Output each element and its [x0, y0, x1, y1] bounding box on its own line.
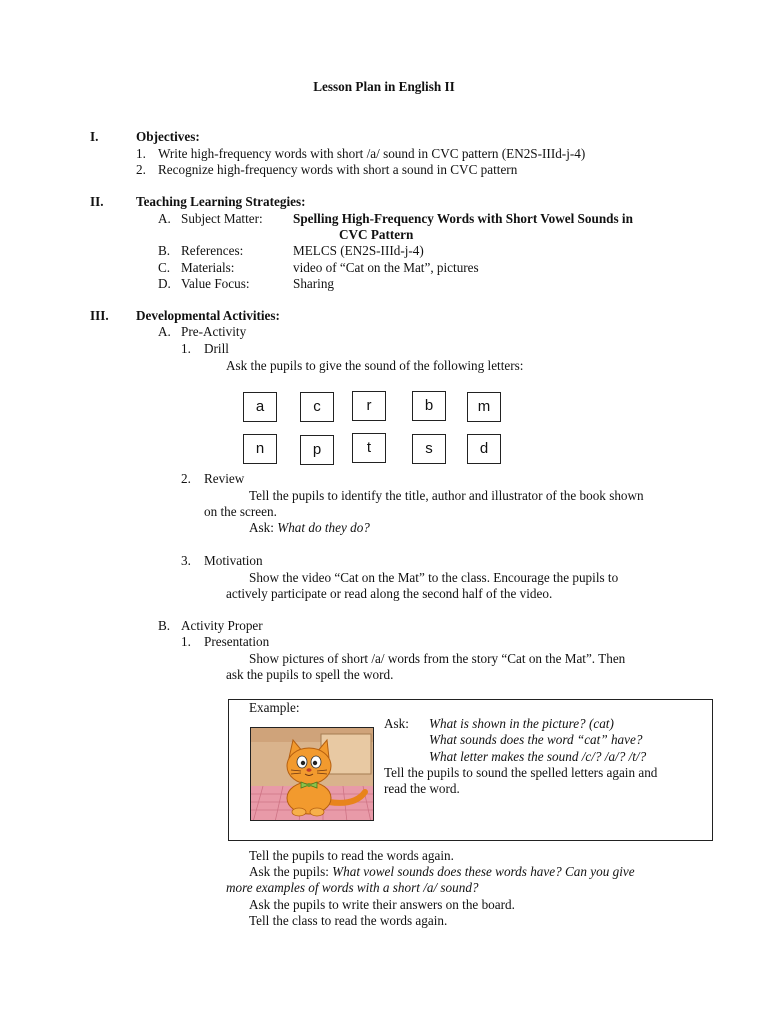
drill-number: 1. [181, 341, 191, 356]
letter-card: m [467, 392, 501, 422]
presentation-label: Presentation [204, 634, 270, 649]
review-ask-question: What do they do? [277, 520, 370, 535]
strategies-heading: Teaching Learning Strategies: [136, 194, 306, 209]
closing-ask-question-cont: more examples of words with a short /a/ sound? [226, 880, 479, 895]
letter-card: n [243, 434, 277, 464]
objective-item: Write high-frequency words with short /a/ sound in CVC pattern (EN2S-IIId-j-4) [158, 146, 586, 161]
letter-card: c [300, 392, 334, 422]
pre-activity-label: Pre-Activity [181, 324, 247, 339]
example-followup: Tell the pupils to sound the spelled letters again and [384, 765, 658, 780]
closing-ask-prefix: Ask the pupils: [249, 864, 329, 879]
review-text: Tell the pupils to identify the title, author and illustrator of the book shown [249, 488, 644, 503]
motivation-text-cont: actively participate or read along the second half of the video. [226, 586, 553, 601]
strategy-letter: A. [158, 211, 171, 226]
activity-proper-label: Activity Proper [181, 618, 263, 633]
strategy-letter: D. [158, 276, 171, 291]
strategy-label: Subject Matter: [181, 211, 263, 226]
example-question: What sounds does the word “cat” have? [429, 732, 643, 747]
activity-proper-letter: B. [158, 618, 171, 633]
references-value: MELCS (EN2S-IIId-j-4) [293, 243, 424, 258]
cat-illustration [251, 728, 374, 821]
pre-activity-letter: A. [158, 324, 171, 339]
value-focus-value: Sharing [293, 276, 335, 291]
letter-card: p [300, 435, 334, 465]
strategy-letter: B. [158, 243, 171, 258]
letter-card: d [467, 434, 501, 464]
presentation-text: Show pictures of short /a/ words from the story “Cat on the Mat”. Then [249, 651, 626, 666]
closing-ask-question: What vowel sounds does these words have? Can you give [332, 864, 635, 879]
closing-ask [249, 864, 635, 880]
cat-picture [250, 727, 374, 821]
motivation-number: 3. [181, 553, 191, 568]
review-number: 2. [181, 471, 191, 486]
drill-instruction: Ask the pupils to give the sound of the following letters: [226, 358, 524, 373]
presentation-text-cont: ask the pupils to spell the word. [226, 667, 394, 682]
activities-heading: Developmental Activities: [136, 308, 280, 323]
letter-card: s [412, 434, 446, 464]
objective-item: Recognize high-frequency words with short a sound in CVC pattern [158, 162, 518, 177]
objectives-heading: Objectives: [136, 129, 200, 144]
example-followup-cont: read the word. [384, 781, 460, 796]
motivation-text: Show the video “Cat on the Mat” to the class. Encourage the pupils to [249, 570, 619, 585]
letter-card: t [352, 433, 386, 463]
example-label: Example: [249, 700, 300, 715]
letter-card: a [243, 392, 277, 422]
review-label: Review [204, 471, 245, 486]
closing-line: Ask the pupils to write their answers on the board. [249, 897, 515, 912]
subject-matter-value-cont: CVC Pattern [339, 227, 414, 242]
strategy-label: Value Focus: [181, 276, 250, 291]
closing-line: Tell the class to read the words again. [249, 913, 448, 928]
example-question: What is shown in the picture? (cat) [429, 716, 614, 731]
review-ask [249, 520, 370, 536]
letter-card: b [412, 391, 446, 421]
review-ask-label: Ask: [249, 520, 274, 535]
strategy-label: Materials: [181, 260, 235, 275]
example-ask-label: Ask: [384, 716, 409, 731]
section-numeral-strategies: II. [90, 194, 104, 209]
objective-number: 2. [136, 162, 146, 177]
motivation-label: Motivation [204, 553, 263, 568]
section-numeral-activities: III. [90, 308, 109, 323]
objective-number: 1. [136, 146, 146, 161]
section-numeral-objectives: I. [90, 129, 99, 144]
materials-value: video of “Cat on the Mat”, pictures [293, 260, 479, 275]
review-text-cont: on the screen. [204, 504, 277, 519]
page-title: Lesson Plan in English II [313, 79, 455, 94]
letter-card: r [352, 391, 386, 421]
drill-label: Drill [204, 341, 229, 356]
example-question: What letter makes the sound /c/? /a/? /t/? [429, 749, 647, 764]
strategy-letter: C. [158, 260, 171, 275]
subject-matter-value: Spelling High-Frequency Words with Short Vowel Sounds in [293, 211, 633, 226]
strategy-label: References: [181, 243, 244, 258]
presentation-number: 1. [181, 634, 191, 649]
closing-line: Tell the pupils to read the words again. [249, 848, 454, 863]
